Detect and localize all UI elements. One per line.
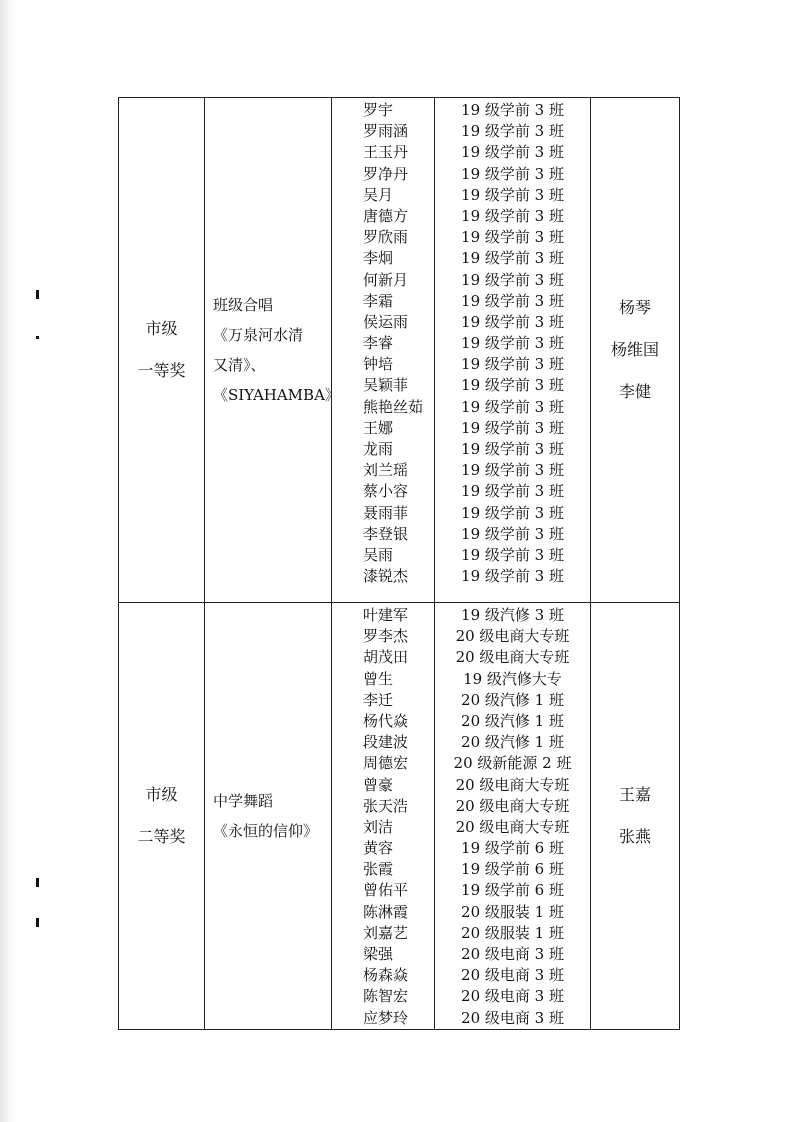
- student-class: 19 级学前 3 班: [461, 567, 564, 586]
- student-name: 张天浩: [363, 796, 409, 815]
- award-row-second-prize: [119, 603, 680, 1030]
- student-name: 梁强: [363, 945, 394, 963]
- student-name: 王玉丹: [363, 143, 409, 162]
- program-cell: [205, 98, 340, 603]
- student-class-cell: [435, 603, 591, 1030]
- scan-edge-shadow: [0, 0, 16, 1122]
- student-name: 曾生: [363, 669, 394, 688]
- student-name: 黄容: [363, 839, 394, 858]
- student-class: 19 级学前 3 班: [461, 270, 564, 289]
- award-grade-line: 二等奖: [137, 826, 186, 846]
- student-name: 杨森焱: [363, 966, 409, 985]
- award-grade-line: 一等奖: [137, 361, 186, 380]
- student-name: 吴雨: [363, 545, 394, 564]
- student-class: 20 级电商大专班: [455, 648, 570, 667]
- student-class: 19 级学前 3 班: [461, 545, 564, 564]
- teacher-name: 杨琴: [618, 298, 651, 317]
- student-name: 刘嘉艺: [363, 923, 409, 942]
- student-class: 20 级电商 3 班: [461, 1008, 564, 1027]
- student-class: 19 级学前 3 班: [461, 185, 564, 204]
- program-line: 中学舞蹈: [213, 791, 274, 810]
- student-name: 刘洁: [363, 817, 394, 836]
- program-line: 又清》、: [213, 356, 266, 374]
- student-class: 19 级学前 3 班: [461, 440, 564, 458]
- student-name: 曾佑平: [363, 881, 409, 900]
- student-name: 李炯: [363, 249, 394, 268]
- student-class: 19 级学前 3 班: [461, 376, 564, 395]
- student-name: 胡茂田: [363, 648, 409, 667]
- program-cell: [205, 603, 332, 1030]
- student-name: 周德宏: [363, 754, 409, 773]
- student-name: 侯运雨: [363, 312, 409, 331]
- student-name: 吴月: [363, 185, 394, 204]
- student-class-cell: [435, 98, 591, 603]
- student-name: 李登银: [363, 524, 409, 543]
- student-class: 20 级汽修 1 班: [461, 711, 564, 730]
- student-name: 蔡小容: [363, 482, 409, 501]
- award-level-line: 市级: [145, 319, 178, 338]
- student-name: 李睿: [363, 334, 394, 353]
- student-class: 19 级学前 3 班: [461, 228, 564, 247]
- student-name: 聂雨菲: [363, 503, 409, 522]
- program-line: 《万泉河水清: [213, 326, 304, 344]
- student-name: 何新月: [363, 270, 409, 289]
- student-class: 20 级电商大专班: [455, 627, 570, 646]
- student-class: 19 级学前 3 班: [461, 482, 564, 501]
- student-class: 20 级电商 3 班: [461, 966, 564, 985]
- student-name: 叶建军: [363, 606, 409, 624]
- scan-punch-mark: [36, 290, 39, 299]
- student-name: 唐德方: [363, 206, 409, 225]
- student-name: 刘兰瑶: [363, 461, 409, 480]
- student-class: 19 级学前 6 班: [461, 881, 564, 900]
- award-level-line: 市级: [145, 784, 178, 804]
- student-name: 漆锐杰: [363, 567, 409, 586]
- student-class: 19 级学前 3 班: [461, 461, 564, 480]
- student-class: 19 级汽修大专: [463, 669, 562, 688]
- student-class: 19 级学前 3 班: [461, 143, 564, 162]
- teacher-cell: [591, 98, 680, 603]
- student-class: 19 级学前 3 班: [461, 312, 564, 331]
- student-name-cell: [332, 98, 435, 603]
- teacher-name: 杨维国: [610, 340, 659, 359]
- student-name: 王娜: [363, 418, 394, 437]
- student-name: 张霞: [363, 860, 394, 879]
- student-name: 李迁: [363, 690, 394, 709]
- student-name-list: [332, 603, 434, 1029]
- student-name: 罗雨涵: [363, 122, 409, 141]
- student-class: 19 级学前 6 班: [461, 839, 564, 858]
- student-class: 20 级电商大专班: [455, 817, 570, 836]
- scan-punch-mark: [36, 918, 39, 927]
- student-name-list: [332, 98, 434, 587]
- student-name: 龙雨: [363, 440, 394, 458]
- student-name: 段建波: [363, 733, 409, 752]
- student-class: 19 级学前 3 班: [461, 397, 564, 416]
- student-name: 陈淋霞: [363, 902, 409, 921]
- student-name-cell: [332, 603, 435, 1030]
- student-class: 19 级学前 3 班: [461, 355, 564, 374]
- student-class-list: [435, 603, 590, 1029]
- teacher-cell: [591, 603, 680, 1030]
- program-line: 班级合唱: [213, 296, 274, 314]
- student-class: 20 级汽修 1 班: [461, 733, 564, 752]
- student-name: 罗宇: [363, 101, 394, 119]
- student-class: 20 级电商大专班: [455, 796, 570, 815]
- scan-punch-mark: [36, 878, 39, 887]
- teacher-name: 张燕: [618, 826, 651, 846]
- student-class: 19 级学前 3 班: [461, 524, 564, 543]
- student-class: 19 级学前 3 班: [461, 291, 564, 310]
- program-line: 《SIYAHAMBA》: [213, 386, 340, 404]
- scan-punch-mark: [36, 336, 39, 339]
- student-class: 19 级学前 3 班: [461, 164, 564, 183]
- student-class: 19 级学前 3 班: [461, 206, 564, 225]
- student-class: 20 级电商大专班: [455, 775, 570, 794]
- student-name: 罗净丹: [363, 164, 409, 183]
- student-class: 19 级学前 3 班: [461, 249, 564, 268]
- student-name: 罗欣雨: [363, 228, 409, 247]
- program-line: 《永恒的信仰》: [213, 821, 319, 840]
- student-class: 19 级学前 6 班: [461, 860, 564, 879]
- student-class: 20 级汽修 1 班: [461, 690, 564, 709]
- student-class: 20 级电商 3 班: [461, 945, 564, 963]
- student-name: 罗李杰: [363, 627, 409, 646]
- student-class: 19 级学前 3 班: [461, 101, 564, 119]
- student-class: 19 级学前 3 班: [461, 334, 564, 353]
- student-class: 20 级新能源 2 班: [453, 754, 572, 773]
- student-class-list: [435, 98, 590, 587]
- student-name: 应梦玲: [363, 1008, 409, 1027]
- teacher-name: 王嘉: [618, 784, 651, 804]
- student-name: 李霜: [363, 291, 394, 310]
- student-class: 19 级学前 3 班: [461, 503, 564, 522]
- student-class: 19 级学前 3 班: [461, 122, 564, 141]
- student-class: 20 级电商 3 班: [461, 987, 564, 1006]
- award-level-cell: [119, 603, 205, 1030]
- student-name: 杨代焱: [363, 711, 409, 730]
- student-name: 熊艳丝茹: [363, 397, 424, 416]
- award-row-first-prize: [119, 98, 680, 603]
- student-class: 19 级学前 3 班: [461, 418, 564, 437]
- student-name: 陈智宏: [363, 987, 409, 1006]
- student-class: 20 级服装 1 班: [461, 902, 564, 921]
- student-name: 曾豪: [363, 775, 394, 794]
- award-level-cell: [119, 98, 205, 603]
- awards-table: [118, 97, 680, 1030]
- student-class: 19 级汽修 3 班: [461, 606, 564, 624]
- teacher-name: 李健: [618, 382, 651, 401]
- student-class: 20 级服装 1 班: [461, 923, 564, 942]
- student-name: 钟培: [363, 355, 394, 374]
- student-name: 吴颖菲: [363, 376, 409, 395]
